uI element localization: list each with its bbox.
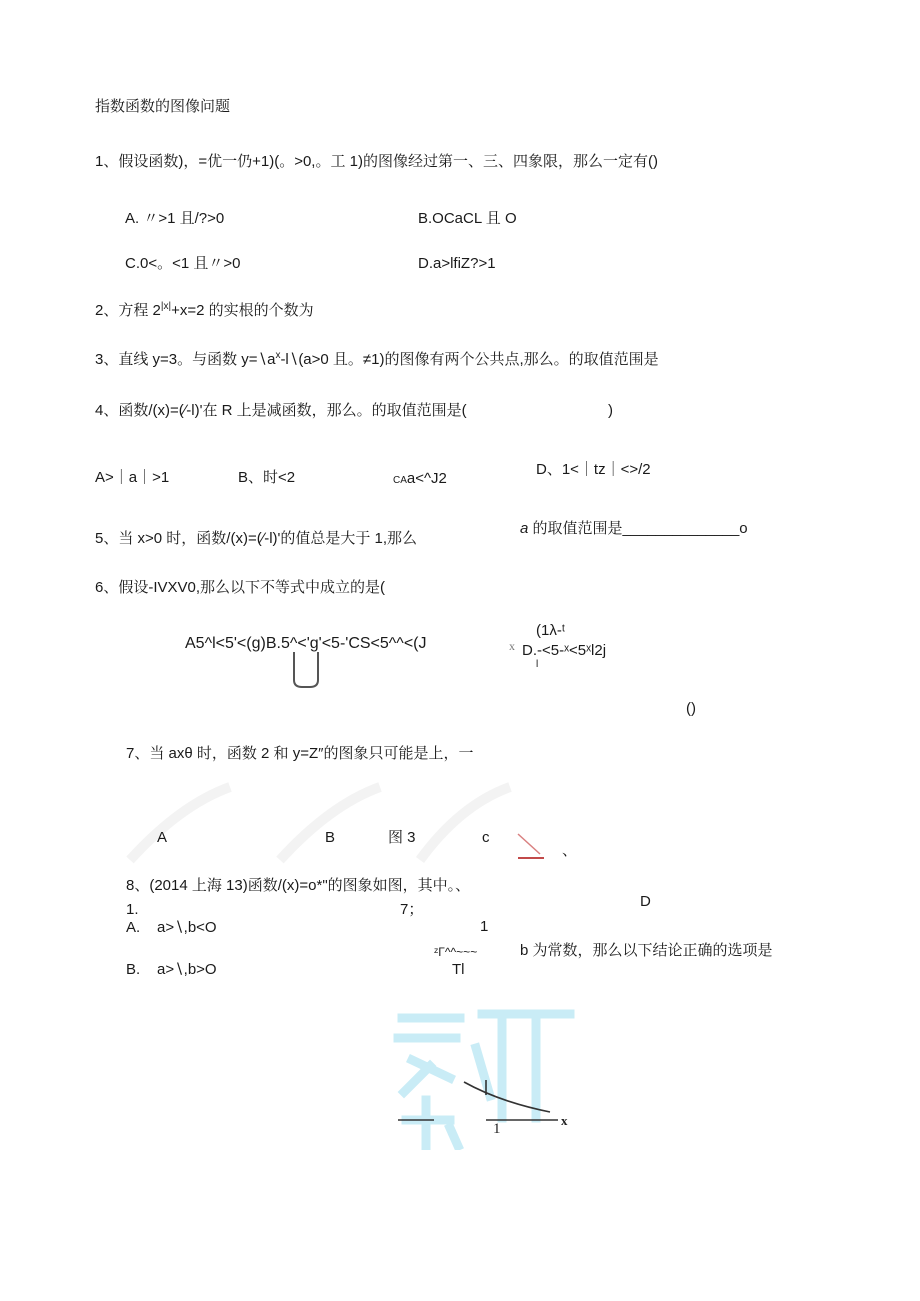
question-6-options-abc: A5^l<5'<(g)B.5^<'g'<5-'CS<5^^<(J (185, 635, 427, 652)
question-7-label-a: A (157, 829, 168, 846)
question-3-text-pre: 3、直线 y=3。与函数 y=∖a (95, 351, 276, 368)
question-6-x-mark: x (509, 639, 515, 653)
question-8-option-b: a>∖,b>O (157, 961, 217, 978)
question-1-option-b: B.OCaCL 且 O (418, 210, 517, 227)
question-8-tail: b 为常数，那么以下结论正确的选项是 (520, 942, 773, 959)
question-8-axis-one: 1 (493, 1121, 501, 1137)
question-7-stem: 7、当 axθ 时，函数 2 和 y=Z″的图象只可能是上，一 (126, 745, 474, 762)
question-8-seven: 7； (400, 901, 424, 918)
question-5-tail-text: 的取值范围是______________o (528, 520, 748, 537)
question-5-tail (520, 520, 748, 538)
question-8-line-number: 1. (126, 901, 139, 918)
question-1-stem: 1、假设函数)，=优一仍+1)(。>0,。工 1)的图像经过第一、三、四象限，那么一定有() (95, 153, 658, 170)
page-title: 指数函数的图像问题 (95, 98, 231, 115)
question-6-stem: 6、假设-IVXV0,那么以下不等式中成立的是( (95, 579, 386, 596)
question-5-variable: a (520, 520, 529, 537)
question-6-option-d-numerator: (1λ-ᵗ (536, 622, 566, 639)
question-4-option-d: D、1<｜tz｜<>/2 (536, 461, 651, 478)
question-6-answer-paren: () (686, 700, 696, 717)
question-8-option-b-label: B. (126, 961, 141, 978)
question-7-faint-graphs (120, 775, 560, 870)
question-2-text-pre: 2、方程 2 (95, 302, 161, 319)
question-5-stem: 5、当 x>0 时，函数/(x)=(∕-l)'的值总是大于 1,那么 (95, 530, 418, 547)
question-4-option-a: A>｜a｜>1 (95, 469, 170, 486)
question-1-option-d: D.a>lfiZ?>1 (418, 255, 496, 272)
question-6-option-d-subscript: l (536, 659, 539, 670)
question-4-option-c (393, 470, 447, 490)
question-8-graph (390, 1000, 590, 1150)
question-8-watermark (398, 1014, 570, 1146)
question-8-option-a: a>∖,b<O (157, 919, 217, 936)
question-7-label-d: D (640, 893, 651, 910)
question-4-close-paren: ) (608, 402, 613, 419)
question-7-graph-fragment (514, 832, 548, 862)
question-8-one: 1 (480, 918, 489, 935)
question-4-option-c-text: a<^J2 (406, 470, 447, 487)
question-2-text-post: +x=2 的实根的个数为 (171, 302, 314, 319)
question-7-figure-label: 图 3 (388, 829, 416, 846)
question-3-stem (95, 347, 659, 369)
question-4-option-c-label: CA (393, 475, 407, 486)
question-8-formula-top: ᶻΓ^^~~~ (434, 945, 478, 959)
question-2-stem (95, 298, 314, 320)
question-8-option-a-label: A. (126, 919, 141, 936)
question-3-text-post: -l∖(a>0 且。≠1)的图像有两个公共点,那么。的取值范围是 (280, 351, 659, 368)
question-3-exponent: x (275, 350, 281, 361)
question-8-stem: 8、(2014 上海 13)函数/(x)=o*"的图象如图，其中。、 (126, 877, 471, 894)
question-8-axis-x: x (561, 1113, 568, 1128)
question-1-option-c: C.0<。<1 且〃>0 (125, 255, 241, 272)
question-7-label-b: B (325, 829, 336, 846)
question-8-formula-bottom: Tl (452, 961, 465, 978)
question-1-option-a: A. 〃>1 且/?>0 (125, 210, 225, 227)
question-7-label-c: c (482, 829, 490, 846)
question-6-bracket-sketch (288, 650, 324, 690)
question-4-option-b: B、时<2 (238, 469, 296, 486)
question-2-exponent: |x| (160, 301, 172, 312)
question-4-stem: 4、函数/(x)=(∕-l)'在 R 上是减函数，那么。的取值范围是( (95, 402, 467, 419)
question-7-mark: 、 (562, 842, 578, 859)
question-6-option-d: D.-<5-ˣ<5ˣl2j (522, 642, 607, 659)
